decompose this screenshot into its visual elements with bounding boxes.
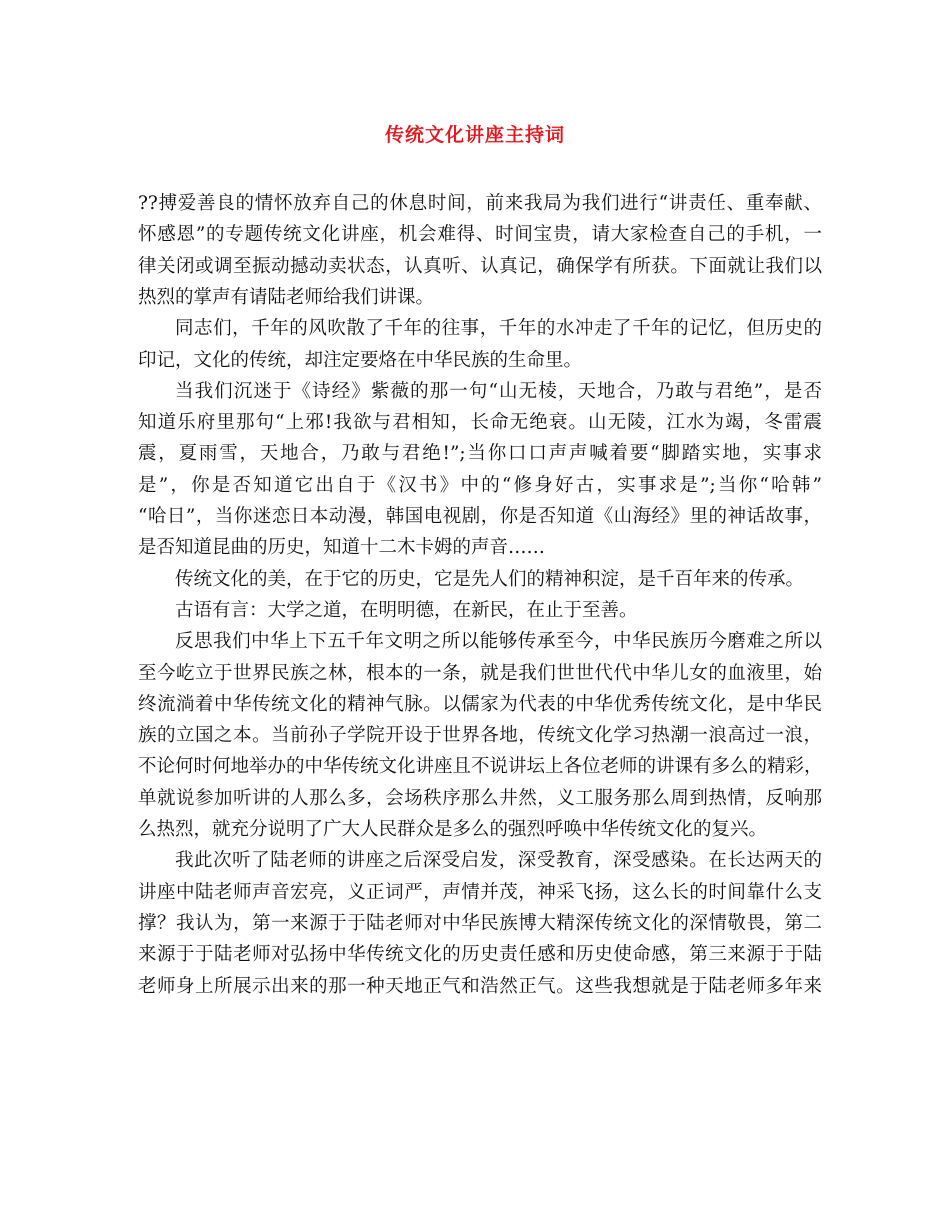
body-line: 不论何时何地举办的中华传统文化讲座且不说讲坛上各位老师的讲课有多么的精彩， (138, 756, 823, 778)
body-line: 怀感恩”的专题传统文化讲座，机会难得、时间宝贵，请大家检查自己的手机，一 (138, 224, 822, 246)
body-line: 我此次听了陆老师的讲座之后深受启发，深受教育，深受感染。在长达两天的 (175, 850, 822, 872)
body-line: 撑？我认为，第一来源于于陆老师对中华民族博大精深传统文化的深情敬畏，第二 (138, 912, 822, 934)
body-line: 来源于于陆老师对弘扬中华传统文化的历史责任感和历史使命感，第三来源于于陆 (138, 944, 822, 966)
body-line: 当我们沉迷于《诗经》紫薇的那一句“山无棱，天地合，乃敢与君绝”，是否 (175, 380, 822, 402)
body-line: 单就说参加听讲的人那么多，会场秩序那么井然，义工服务那么周到热情，反响那 (138, 787, 822, 809)
body-line: 传统文化的美，在于它的历史，它是先人们的精神积淀，是千百年来的传承。 (175, 568, 805, 590)
body-line: 是”，你是否知道它出自于《汉书》中的“修身好古，实事求是”;当你“哈韩” (138, 474, 822, 496)
body-line: 律关闭或调至振动撼动卖状态，认真听、认真记，确保学有所获。下面就让我们以 (138, 255, 822, 277)
body-line: 印记，文化的传统，却注定要烙在中华民族的生命里。 (138, 349, 583, 371)
body-line: 族的立国之本。当前孙子学院开设于世界各地，传统文化学习热潮一浪高过一浪， (138, 725, 822, 747)
body-line: 么热烈，就充分说明了广大人民群众是多么的强烈呼唤中华传统文化的复兴。 (138, 819, 768, 840)
body-line: 古语有言：大学之道，在明明德，在新民，在止于至善。 (175, 599, 638, 621)
body-line: 至今屹立于世界民族之林，根本的一条，就是我们世世代代中华儿女的血液里，始 (138, 662, 822, 684)
document-title: 传统文化讲座主持词 (384, 124, 565, 146)
body-line: 同志们，千年的风吹散了千年的往事，千年的水冲走了千年的记忆，但历史的 (175, 318, 822, 340)
body-line: 老师身上所展示出来的那一种天地正气和浩然正气。这些我想就是于陆老师多年来 (138, 975, 822, 997)
body-line: 震，夏雨雪，天地合，乃敢与君绝!”;当你口口声声喊着要“脚踏实地，实事求 (138, 443, 822, 465)
body-line: 热烈的掌声有请陆老师给我们讲课。 (138, 286, 435, 308)
body-line: 讲座中陆老师声音宏亮，义正词严，声情并茂，神采飞扬，这么长的时间靠什么支 (138, 881, 822, 903)
body-line: ??搏爱善良的情怀放弃自己的休息时间，前来我局为我们进行“讲责任、重奉献、 (138, 193, 822, 214)
body-line: “哈日”，当你迷恋日本动漫，韩国电视剧，你是否知道《山海经》里的神话故事， (138, 506, 822, 527)
body-line: 反思我们中华上下五千年文明之所以能够传承至今，中华民族历今磨难之所以 (175, 631, 822, 653)
body-line: 终流淌着中华传统文化的精神气脉。以儒家为代表的中华优秀传统文化，是中华民 (138, 693, 822, 715)
body-line: 是否知道昆曲的历史，知道十二木卡姆的声音…… (138, 537, 546, 559)
body-line: 知道乐府里那句“上邪!我欲与君相知，长命无绝衰。山无陵，江水为竭，冬雷震 (138, 412, 822, 434)
